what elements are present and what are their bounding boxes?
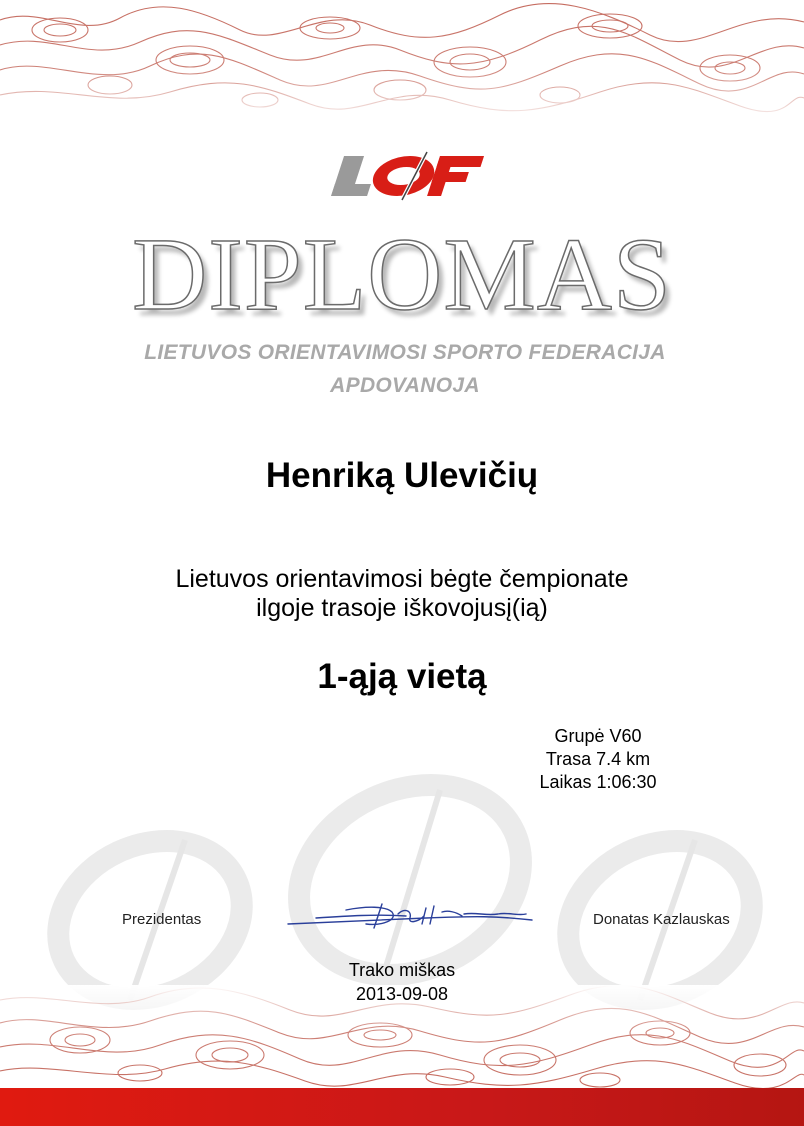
place-awarded: 1-ąją vietą <box>317 657 487 696</box>
organization-award-verb: APDOVANOJA <box>330 374 480 397</box>
time-detail: Laikas 1:06:30 <box>539 772 657 792</box>
course-detail: Trasa 7.4 km <box>545 749 651 769</box>
achievement-description <box>0 565 804 623</box>
event-date: 2013-09-08 <box>355 984 449 1004</box>
signatory-name: Donatas Kazlauskas <box>593 911 730 928</box>
recipient-name: Henriką Ulevičių <box>265 456 539 495</box>
result-details <box>520 725 676 794</box>
signatory-title: Prezidentas <box>122 911 202 928</box>
signature <box>286 898 536 932</box>
description-line-2: ilgoje trasoje iškovojusį(ią) <box>256 594 548 622</box>
venue-location: Trako miškas <box>348 960 456 980</box>
bottom-red-bar <box>0 1088 804 1126</box>
organization-heading <box>0 336 804 402</box>
description-line-1: Lietuvos orientavimosi bėgte čempionate <box>175 565 629 593</box>
topographic-border-top <box>0 0 804 125</box>
organization-name: LIETUVOS ORIENTAVIMOSI SPORTO FEDERACIJA <box>144 341 666 364</box>
lsof-logo <box>320 150 490 202</box>
venue-info <box>0 958 804 1006</box>
diploma-title: DIPLOMAS <box>132 217 672 332</box>
group-detail: Grupė V60 <box>554 726 642 746</box>
